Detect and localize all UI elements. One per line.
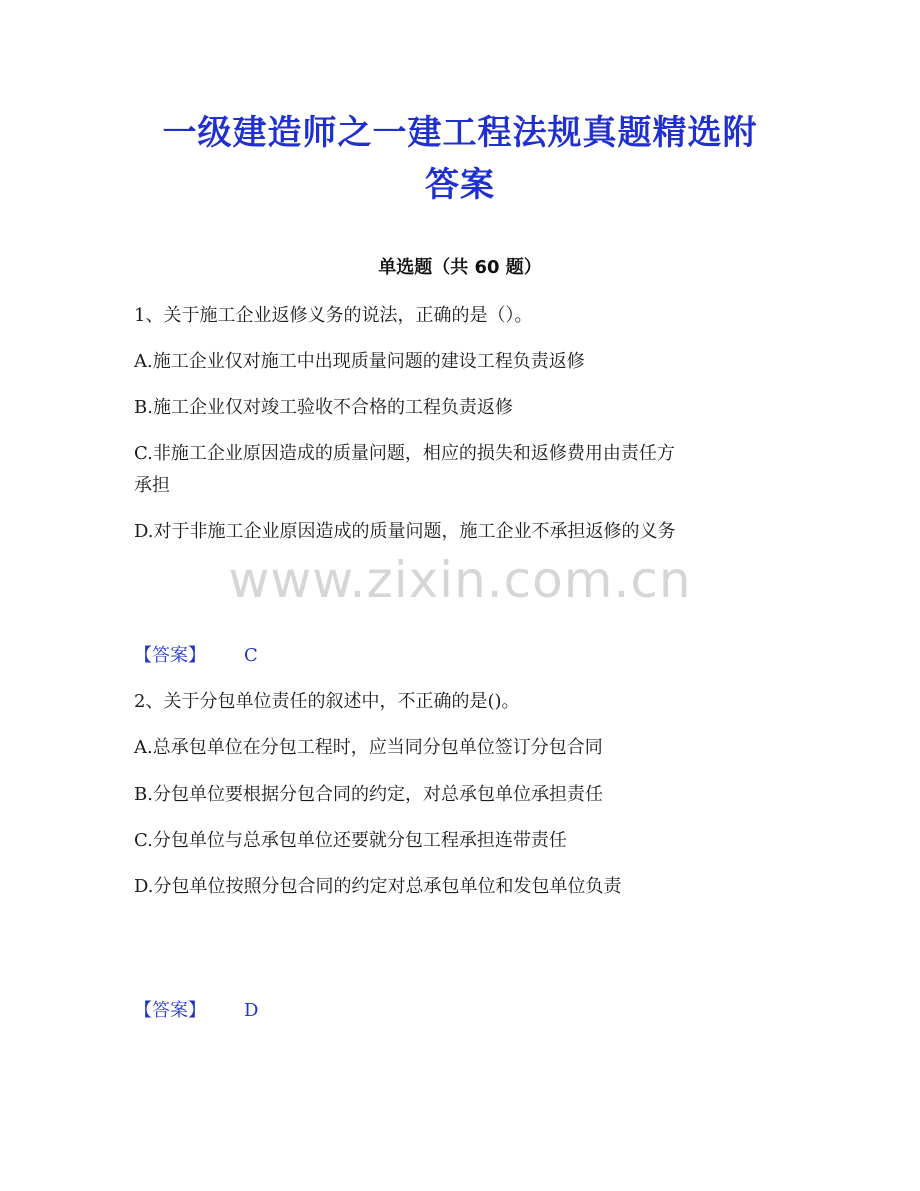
question-2-option-c: C.分包单位与总承包单位还要就分包工程承担连带责任 <box>134 830 567 851</box>
question-2-option-a: A.总承包单位在分包工程时，应当同分包单位签订分包合同 <box>134 737 603 758</box>
question-1-option-a: A.施工企业仅对施工中出现质量问题的建设工程负责返修 <box>134 351 585 372</box>
answer-value: C <box>244 645 258 666</box>
question-2-answer <box>134 997 258 1025</box>
section-heading: 单选题（共 60 题） <box>378 257 542 278</box>
question-1-option-c-continued: 承担 <box>134 475 170 496</box>
question-2-stem: 2、关于分包单位责任的叙述中，不正确的是()。 <box>134 691 520 712</box>
question-2-option-b: B.分包单位要根据分包合同的约定，对总承包单位承担责任 <box>134 784 603 805</box>
question-1-stem: 1、关于施工企业返修义务的说法，正确的是（）。 <box>134 305 533 326</box>
question-1-answer <box>134 642 258 670</box>
document-title-line-2: 答案 <box>425 165 495 205</box>
answer-label: 【答案】 <box>134 1000 206 1021</box>
question-1-option-d: D.对于非施工企业原因造成的质量问题，施工企业不承担返修的义务 <box>134 521 676 542</box>
question-1-option-c: C.非施工企业原因造成的质量问题，相应的损失和返修费用由责任方 <box>134 443 675 464</box>
watermark-text: www.zixin.com.cn <box>228 551 692 609</box>
document-title-line-1: 一级建造师之一建工程法规真题精选附 <box>162 113 758 153</box>
question-2-option-d: D.分包单位按照分包合同的约定对总承包单位和发包单位负责 <box>134 876 622 897</box>
answer-value: D <box>244 1000 259 1021</box>
answer-label: 【答案】 <box>134 645 206 666</box>
question-1-option-b: B.施工企业仅对竣工验收不合格的工程负责返修 <box>134 397 513 418</box>
